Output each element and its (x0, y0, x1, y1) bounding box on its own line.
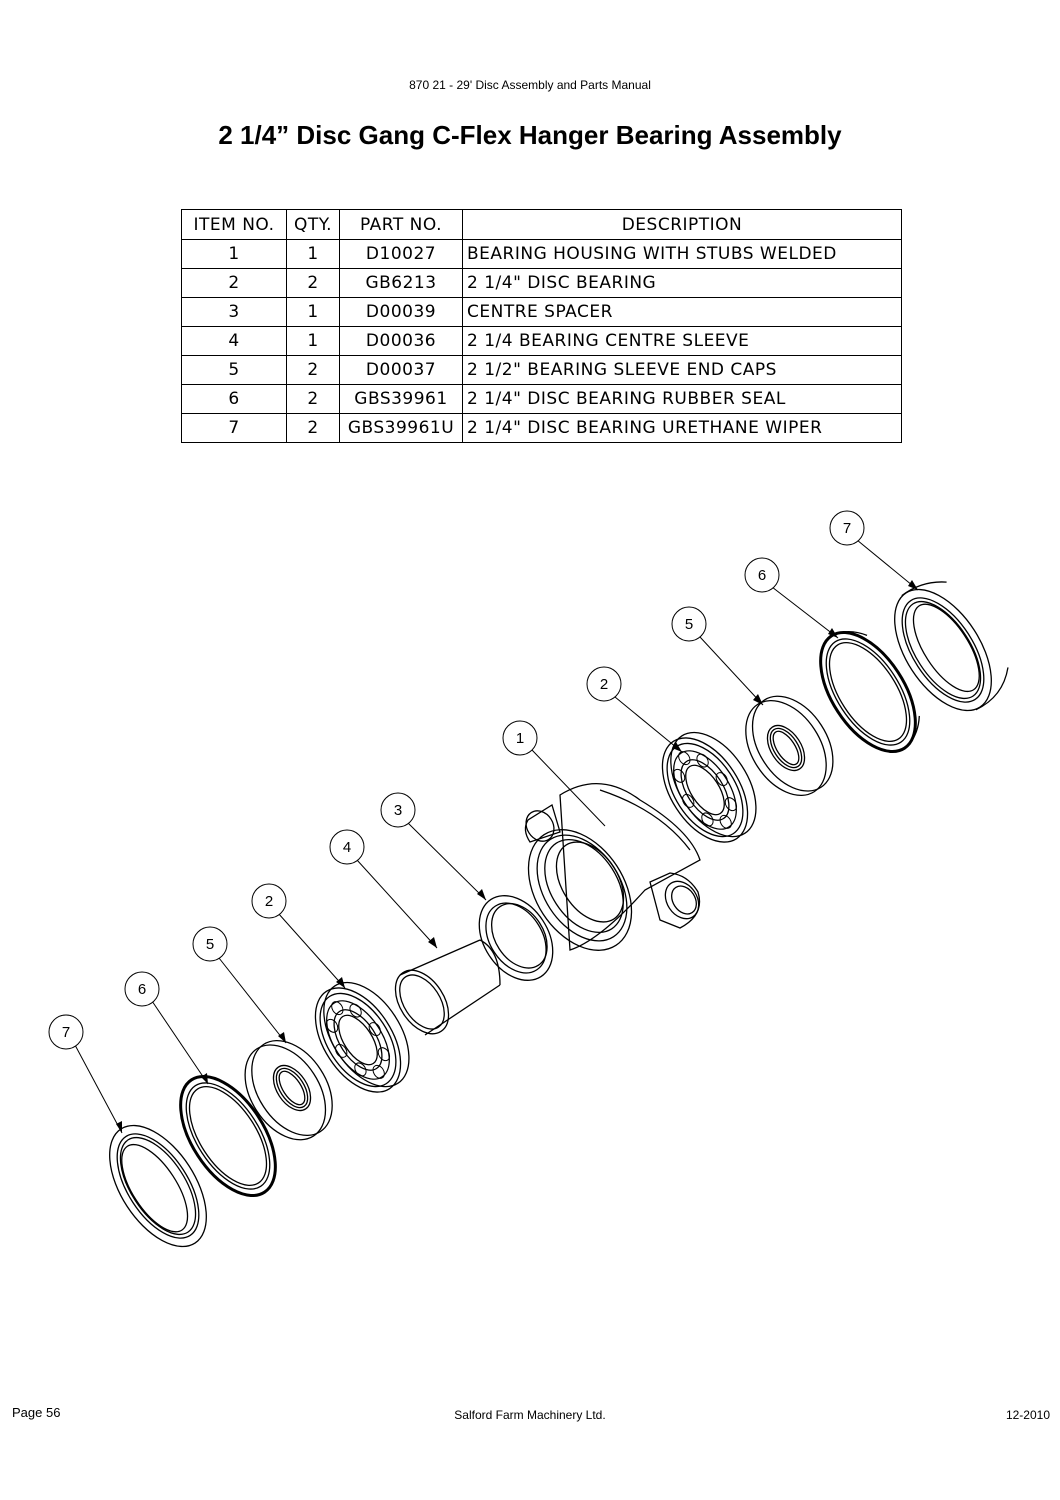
quantity: 2 (287, 385, 340, 414)
revision-date: 12-2010 (1005, 1408, 1050, 1422)
column-header-item-no: ITEM NO. (182, 210, 287, 240)
item-number: 7 (182, 414, 287, 443)
description: 2 1/4" DISC BEARING RUBBER SEAL (463, 385, 902, 414)
quantity: 2 (287, 414, 340, 443)
page-title: 2 1/4” Disc Gang C-Flex Hanger Bearing Assembly (218, 120, 842, 150)
part-number: D10027 (340, 240, 463, 269)
svg-text:5: 5 (684, 616, 694, 633)
svg-text:7: 7 (842, 520, 852, 537)
callout-2-right (587, 667, 621, 701)
svg-text:3: 3 (393, 802, 403, 819)
quantity: 1 (287, 240, 340, 269)
manual-title: 870 21 - 29' Disc Assembly and Parts Manual (409, 78, 651, 92)
item-number: 4 (182, 327, 287, 356)
column-header-part-no: PART NO. (340, 210, 463, 240)
callout-3 (381, 793, 415, 827)
item-number: 6 (182, 385, 287, 414)
item-number: 1 (182, 240, 287, 269)
disc-bearing-left (298, 967, 427, 1107)
part-number: GBS39961 (340, 385, 463, 414)
table-row (182, 414, 902, 443)
parts-table (181, 209, 902, 443)
table-row (182, 269, 902, 298)
callout-1 (503, 721, 537, 755)
table-row (182, 327, 902, 356)
description: BEARING HOUSING WITH STUBS WELDED (463, 240, 902, 269)
callout-2-left (252, 884, 286, 918)
description: 2 1/4 BEARING CENTRE SLEEVE (463, 327, 902, 356)
description: CENTRE SPACER (463, 298, 902, 327)
quantity: 2 (287, 356, 340, 385)
description: 2 1/4" DISC BEARING (463, 269, 902, 298)
leader-arrowheads (116, 580, 918, 1133)
item-number: 3 (182, 298, 287, 327)
page-number: Page 56 (12, 1405, 61, 1420)
exploded-assembly-drawing (0, 470, 1060, 1270)
callout-7-right (830, 511, 864, 545)
table-row (182, 385, 902, 414)
part-number: D00039 (340, 298, 463, 327)
svg-text:2: 2 (264, 893, 274, 910)
part-number: GBS39961U (340, 414, 463, 443)
description: 2 1/4" DISC BEARING URETHANE WIPER (463, 414, 902, 443)
table-row (182, 298, 902, 327)
callout-6-left (125, 972, 159, 1006)
leader-lines (75, 540, 918, 1133)
item-number: 2 (182, 269, 287, 298)
item-number: 5 (182, 356, 287, 385)
callout-6-right (745, 558, 779, 592)
quantity: 1 (287, 327, 340, 356)
part-number: GB6213 (340, 269, 463, 298)
company-name: Salford Farm Machinery Ltd. (454, 1408, 606, 1422)
parts-table-header (182, 210, 902, 240)
part-number: D00036 (340, 327, 463, 356)
svg-text:7: 7 (61, 1024, 71, 1041)
urethane-wiper-right (875, 568, 1018, 727)
rubber-seal-left (161, 1060, 294, 1212)
quantity: 1 (287, 298, 340, 327)
callout-7-left (49, 1015, 83, 1049)
centre-spacer (464, 882, 568, 994)
table-row (182, 356, 902, 385)
svg-text:6: 6 (137, 981, 147, 998)
callout-4 (330, 830, 364, 864)
svg-text:6: 6 (757, 567, 767, 584)
callout-5-right (672, 607, 706, 641)
rubber-seal-right (801, 616, 934, 768)
svg-text:5: 5 (205, 936, 215, 953)
svg-text:4: 4 (342, 839, 352, 856)
svg-text:2: 2 (599, 676, 609, 693)
column-header-description: DESCRIPTION (463, 210, 902, 240)
column-header-qty: QTY. (287, 210, 340, 240)
svg-text:1: 1 (515, 730, 525, 747)
callout-5-left (193, 927, 227, 961)
urethane-wiper-left (90, 1109, 226, 1263)
description: 2 1/2" BEARING SLEEVE END CAPS (463, 356, 902, 385)
table-row (182, 240, 902, 269)
bearing-housing (507, 784, 705, 970)
part-number: D00037 (340, 356, 463, 385)
sleeve-end-cap-left (228, 1026, 348, 1155)
quantity: 2 (287, 269, 340, 298)
